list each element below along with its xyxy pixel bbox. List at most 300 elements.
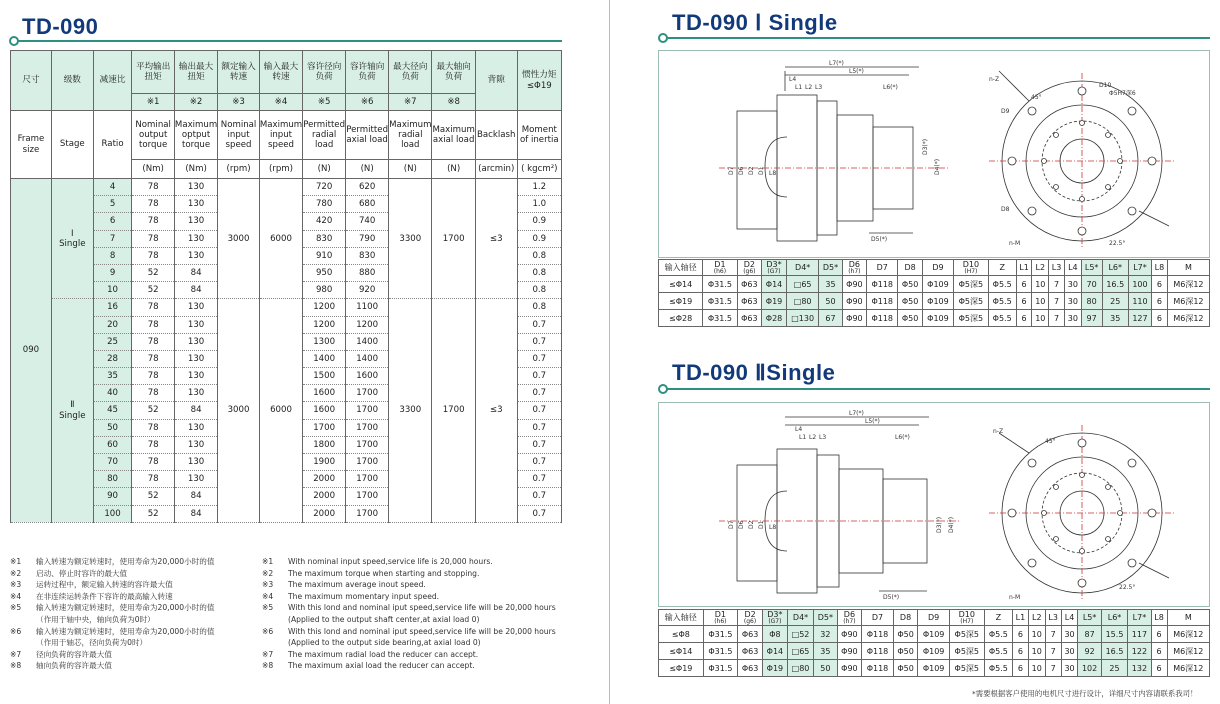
inertia-cell: 0.7 <box>517 488 561 505</box>
dim-header-cell <box>1061 610 1078 626</box>
axial-load-cell: 790 <box>346 230 389 247</box>
dim-cell: 7 <box>1045 626 1061 643</box>
radial-load-cell: 1700 <box>303 419 346 436</box>
dim-cell: ≤Φ8 <box>659 626 704 643</box>
header-unit-cell: (N) <box>389 160 432 179</box>
header-row-en <box>11 111 562 160</box>
dim-header-cell <box>1045 610 1061 626</box>
note-mark: ※2 <box>10 568 22 578</box>
radial-load-cell: 830 <box>303 230 346 247</box>
dim-cell: 6 <box>1012 626 1028 643</box>
stage-roman: Ⅱ <box>70 400 75 411</box>
dim-header-label: D1 <box>714 610 726 619</box>
dim-header-cell <box>762 260 787 276</box>
dim-cell: 35 <box>819 276 842 293</box>
dim-header-cell <box>922 260 953 276</box>
dim-cell: 10 <box>1028 626 1045 643</box>
dim-header-label: D8 <box>899 613 912 622</box>
note-line <box>262 660 556 672</box>
dim-cell: 102 <box>1078 660 1101 677</box>
ratio-cell: 7 <box>93 230 132 247</box>
dim-cell: Φ14 <box>762 276 787 293</box>
dim-cell: 50 <box>814 660 837 677</box>
note-mark: ※5 <box>10 603 22 613</box>
dim-header-tol: (h7) <box>843 618 856 625</box>
header-en-cell: Backlash <box>475 111 517 160</box>
nominal-torque-cell: 52 <box>132 505 175 522</box>
table-row <box>659 643 1210 660</box>
dim-cell: Φ90 <box>842 293 867 310</box>
nominal-torque-cell: 78 <box>132 179 175 196</box>
inertia-cell: 0.7 <box>517 505 561 522</box>
dim-header-cell <box>862 610 893 626</box>
dim-cell: 6 <box>1151 660 1167 677</box>
ratio-cell: 50 <box>93 419 132 436</box>
max-torque-cell: 130 <box>174 196 217 213</box>
dim-header-cell <box>787 610 813 626</box>
header-unit-cell: (rpm) <box>218 160 260 179</box>
dim-header-label: D4* <box>792 613 809 622</box>
nominal-torque-cell: 78 <box>132 333 175 350</box>
inertia-cell: 1.2 <box>517 179 561 196</box>
ratio-cell: 8 <box>93 247 132 264</box>
dim-header-label: D2 <box>744 610 756 619</box>
section-rule-1 <box>666 37 1210 39</box>
label-d7: D7 <box>728 166 735 175</box>
note-line <box>10 649 214 661</box>
dimension-table-1 <box>658 259 1210 327</box>
dim-header-label: D4* <box>795 263 811 272</box>
dim-cell: Φ5.5 <box>984 643 1012 660</box>
note-line <box>262 626 556 638</box>
header-en-cell: Ratio <box>93 111 132 179</box>
header-cn-cell: 输入最大转速 <box>259 51 302 94</box>
section-title-single-1: TD-090 Ⅰ Single <box>672 10 838 35</box>
dim-cell: Φ118 <box>867 276 898 293</box>
label-l6: L6(*) <box>883 84 898 91</box>
label2-l4: L4 <box>795 426 803 433</box>
dim-cell: 80 <box>1081 293 1102 310</box>
stage-label: Single <box>59 410 86 421</box>
axial-load-cell: 1600 <box>346 368 389 385</box>
drawing-stage-2 <box>658 402 1210 607</box>
notes-cn <box>10 556 214 672</box>
ratio-cell: 80 <box>93 471 132 488</box>
dim-cell: M6深12 <box>1167 310 1209 327</box>
dim-header-tol: (H7) <box>964 268 978 275</box>
dim-header-cell <box>898 260 923 276</box>
radial-load-cell: 1600 <box>303 385 346 402</box>
dim-header-cell <box>814 610 837 626</box>
dim-cell: 32 <box>814 626 837 643</box>
axial-load-cell: 830 <box>346 247 389 264</box>
ratio-cell: 28 <box>93 350 132 367</box>
header-mark-cell: ※5 <box>303 94 346 111</box>
dim-cell: 67 <box>819 310 842 327</box>
dim-cell: 7 <box>1045 643 1061 660</box>
label2-d5: D5(*) <box>883 594 900 601</box>
header-cn-cell: 最大径向负荷 <box>389 51 432 94</box>
nominal-torque-cell: 78 <box>132 436 175 453</box>
axial-load-cell: 680 <box>346 196 389 213</box>
dim-header-cell <box>738 610 763 626</box>
dim-cell: Φ50 <box>898 276 923 293</box>
axial-load-cell: 1700 <box>346 505 389 522</box>
note-text: 在非连续运转条件下容许的最高输入转速 <box>36 591 173 601</box>
dim-cell: 30 <box>1065 310 1082 327</box>
radial-load-cell: 1200 <box>303 299 346 316</box>
label-l4: L4 <box>789 76 797 83</box>
label-hole: Φ5H7深6 <box>1109 90 1136 97</box>
table-row <box>659 276 1210 293</box>
nominal-speed-cell: 3000 <box>218 179 260 299</box>
dim-cell: □65 <box>786 276 819 293</box>
max-torque-cell: 130 <box>174 247 217 264</box>
dim-header-cell <box>819 260 842 276</box>
dimension-table-2 <box>658 609 1210 677</box>
label-d5: D5(*) <box>871 236 888 243</box>
dim-cell: Φ63 <box>738 643 763 660</box>
note-line <box>262 556 556 568</box>
dim-cell: 30 <box>1061 626 1078 643</box>
dim-cell: M6深12 <box>1167 626 1209 643</box>
label-l8: L8 <box>769 170 777 177</box>
header-cn-cell: 背隙 <box>475 51 517 111</box>
header-cn-cell: 平均输出扭矩 <box>132 51 175 94</box>
max-torque-cell: 84 <box>174 402 217 419</box>
note-line <box>10 556 214 568</box>
note-mark: ※3 <box>262 580 274 590</box>
header-cn-cell: 容许轴向负荷 <box>346 51 389 94</box>
page-title: TD-090 <box>22 14 99 39</box>
dim-header-row <box>659 610 1210 626</box>
max-speed-cell: 6000 <box>259 299 302 522</box>
note-line <box>10 568 214 580</box>
dim-header-label: D5* <box>822 263 839 272</box>
max-torque-cell: 130 <box>174 436 217 453</box>
ratio-cell: 40 <box>93 385 132 402</box>
ratio-cell: 16 <box>93 299 132 316</box>
max-torque-cell: 130 <box>174 368 217 385</box>
dim-header-label: L7* <box>1133 263 1147 272</box>
note-text: With this lond and nominal iput speed,service life will be 20,000 hours <box>288 603 556 613</box>
radial-load-cell: 980 <box>303 282 346 299</box>
dim-cell: 10 <box>1032 276 1049 293</box>
dim-header-cell <box>1101 610 1128 626</box>
max-axial-cell: 1700 <box>432 179 475 299</box>
dim-cell: 7 <box>1049 276 1065 293</box>
label2-d4: D4(*) <box>948 516 955 533</box>
note-subtext: （作用于轴中央，轴向负荷为0时） <box>36 614 155 624</box>
dim-header-cell <box>837 610 862 626</box>
label2-d2: D2 <box>748 520 755 529</box>
title-dot <box>9 36 19 46</box>
dim-cell: Φ31.5 <box>703 310 737 327</box>
header-mark-cell: ※4 <box>259 94 302 111</box>
dim-header-label: L6* <box>1108 263 1123 272</box>
axial-load-cell: 1200 <box>346 316 389 333</box>
axial-load-cell: 620 <box>346 179 389 196</box>
note-text: With this lond and nominal iput speed,service life will be 20,000 hours <box>288 626 556 636</box>
header-cn-cell: 输出最大扭矩 <box>174 51 217 94</box>
dim-header-tol: (h6) <box>713 268 727 275</box>
radial-load-cell: 420 <box>303 213 346 230</box>
label-225: 22.5° <box>1109 240 1126 247</box>
ratio-cell: 6 <box>93 213 132 230</box>
ratio-cell: 9 <box>93 264 132 281</box>
max-speed-cell: 6000 <box>259 179 302 299</box>
dim-cell: Φ90 <box>837 660 862 677</box>
backlash-cell: ≤3 <box>475 299 517 522</box>
dim-header-cell <box>1081 260 1102 276</box>
nominal-torque-cell: 78 <box>132 316 175 333</box>
label-d8: D8 <box>1001 206 1010 213</box>
max-torque-cell: 84 <box>174 505 217 522</box>
dim-cell: 30 <box>1061 660 1078 677</box>
radial-load-cell: 1300 <box>303 333 346 350</box>
dim-header-label: D3* <box>766 260 782 269</box>
radial-load-cell: 720 <box>303 179 346 196</box>
dim-cell: Φ5.5 <box>988 276 1016 293</box>
dim-cell: Φ90 <box>842 276 867 293</box>
dim-header-cell <box>1102 260 1128 276</box>
dim-cell: 6 <box>1152 276 1168 293</box>
axial-load-cell: 920 <box>346 282 389 299</box>
dim-cell: Φ14 <box>762 643 787 660</box>
radial-load-cell: 1600 <box>303 402 346 419</box>
nominal-torque-cell: 78 <box>132 299 175 316</box>
header-unit-cell: ( kgcm²) <box>517 160 561 179</box>
radial-load-cell: 2000 <box>303 488 346 505</box>
dim-cell: 7 <box>1045 660 1061 677</box>
ratio-cell: 25 <box>93 333 132 350</box>
dim-cell: ≤Φ14 <box>659 276 703 293</box>
inertia-cell: 0.7 <box>517 316 561 333</box>
header-unit-cell: (rpm) <box>259 160 302 179</box>
label2-l5: L5(*) <box>865 418 880 425</box>
axial-load-cell: 880 <box>346 264 389 281</box>
nominal-torque-cell: 52 <box>132 282 175 299</box>
note-mark: ※1 <box>262 557 274 566</box>
header-en-cell: Maximum input speed <box>259 111 302 160</box>
radial-load-cell: 910 <box>303 247 346 264</box>
label-d3: D3(*) <box>922 138 929 155</box>
dim-header-tol: (h6) <box>714 618 727 625</box>
note-line <box>262 568 556 580</box>
dim-cell: □80 <box>787 660 813 677</box>
inertia-cell: 0.9 <box>517 230 561 247</box>
label2-45: 45° <box>1045 438 1056 445</box>
ratio-cell: 60 <box>93 436 132 453</box>
axial-load-cell: 1700 <box>346 419 389 436</box>
dim-cell: Φ8 <box>762 626 787 643</box>
header-unit-cell: (Nm) <box>132 160 175 179</box>
dim-cell: 6 <box>1152 293 1168 310</box>
axial-load-cell: 1400 <box>346 350 389 367</box>
note-mark: ※2 <box>262 568 274 578</box>
header-cn-cell: 减速比 <box>93 51 132 111</box>
dim-cell: Φ63 <box>738 626 763 643</box>
note-subtext: (Applied to the output shaft center,at axial load 0) <box>288 614 480 624</box>
label2-l6: L6(*) <box>895 434 910 441</box>
dim-header-cell <box>1016 260 1032 276</box>
header-mark-cell: ※1 <box>132 94 175 111</box>
note-mark: ※7 <box>262 649 274 659</box>
dim-header-label: L8 <box>1154 263 1165 272</box>
note-mark: ※3 <box>10 580 22 590</box>
max-torque-cell: 130 <box>174 471 217 488</box>
inertia-cell: 0.8 <box>517 264 561 281</box>
label2-d7: D7 <box>728 520 735 529</box>
dim-header-label: D9 <box>928 613 940 622</box>
header-row-cn <box>11 51 562 94</box>
header-unit-cell: (N) <box>346 160 389 179</box>
header-en-cell: Permitted radial load <box>303 111 346 160</box>
label-nz: n-Z <box>989 76 1000 83</box>
dim-header-label: D6 <box>843 610 856 619</box>
label2-nz: n-Z <box>993 428 1004 435</box>
dim-cell: Φ5.5 <box>984 626 1012 643</box>
dim-cell: 117 <box>1128 626 1151 643</box>
note-mark: ※4 <box>262 591 274 601</box>
note-text: 运转过程中，额定输入转速的容许最大值 <box>36 580 173 590</box>
dim-cell: Φ50 <box>893 626 918 643</box>
note-text: 输入转速为额定转速时，使用寿命为20,000小时的值 <box>36 603 215 613</box>
dim-cell: 6 <box>1012 643 1028 660</box>
max-torque-cell: 130 <box>174 213 217 230</box>
axial-load-cell: 1700 <box>346 454 389 471</box>
dim-cell: ≤Φ19 <box>659 660 704 677</box>
dim-header-cell <box>1128 610 1151 626</box>
header-cn-cell: 惯性力矩 ≤Φ19 <box>517 51 561 111</box>
dim-header-label: M <box>1184 263 1192 272</box>
dim-header-cell <box>703 260 737 276</box>
note-text: 输入转速为额定转速时，使用寿命为20,000小时的值 <box>36 557 215 566</box>
dim-cell: 132 <box>1128 660 1151 677</box>
dim-cell: 35 <box>1102 310 1128 327</box>
dim-header-cell <box>1012 610 1028 626</box>
dim-cell: Φ118 <box>862 626 893 643</box>
dim-cell: ≤Φ14 <box>659 643 704 660</box>
dim-header-cell <box>1028 610 1045 626</box>
footnote: *需要根据客户使用的电机尺寸进行设计，详细尺寸内容请联系我司！ <box>972 689 1198 698</box>
dim-cell: Φ109 <box>922 293 953 310</box>
nominal-torque-cell: 78 <box>132 368 175 385</box>
ratio-cell: 35 <box>93 368 132 385</box>
dim-header-tol: (h7) <box>848 268 861 275</box>
dim-header-label: D7 <box>871 613 884 622</box>
note-subtext: (Applied to the output side bearing,at axial load 0) <box>288 638 481 648</box>
stage-label: Single <box>59 238 86 249</box>
dim-cell: 6 <box>1016 310 1032 327</box>
label-l7: L7(*) <box>829 60 844 67</box>
header-unit-cell: (N) <box>432 160 475 179</box>
dim-cell: 6 <box>1151 626 1167 643</box>
max-torque-cell: 84 <box>174 488 217 505</box>
dim-cell: Φ90 <box>837 626 862 643</box>
dim-cell: □52 <box>787 626 813 643</box>
header-unit-cell: (N) <box>303 160 346 179</box>
dim-cell: 16.5 <box>1102 276 1128 293</box>
note-text: 轴向负荷的容许最大值 <box>36 661 112 671</box>
label-l5: L5(*) <box>849 68 864 75</box>
header-unit-cell: (Nm) <box>174 160 217 179</box>
radial-load-cell: 1400 <box>303 350 346 367</box>
header-en-cell: Maximum optput torque <box>174 111 217 160</box>
dim-header-label: Z <box>999 263 1005 272</box>
dim-cell: Φ31.5 <box>703 626 738 643</box>
dim-cell: 25 <box>1102 293 1128 310</box>
nominal-torque-cell: 78 <box>132 247 175 264</box>
dim-cell: M6深12 <box>1167 643 1209 660</box>
note-mark: ※5 <box>262 603 274 613</box>
label2-l8: L8 <box>769 524 777 531</box>
dim-cell: Φ109 <box>918 643 949 660</box>
header-unit-cell: (arcmin) <box>475 160 517 179</box>
dim-cell: 50 <box>819 293 842 310</box>
ratio-cell: 20 <box>93 316 132 333</box>
label-d1: D1 <box>758 166 765 175</box>
nominal-torque-cell: 78 <box>132 350 175 367</box>
dim-cell: Φ31.5 <box>703 276 737 293</box>
dim-header-label: L6* <box>1107 613 1122 622</box>
dim-cell: 10 <box>1032 310 1049 327</box>
header-mark-cell: ※2 <box>174 94 217 111</box>
header-en-cell: Moment of inertia <box>517 111 561 160</box>
dim-cell: Φ109 <box>922 276 953 293</box>
nominal-torque-cell: 78 <box>132 230 175 247</box>
dim-cell: 30 <box>1061 643 1078 660</box>
dim-cell: Φ118 <box>862 643 893 660</box>
dim-cell: Φ50 <box>893 643 918 660</box>
dim-cell: Φ5深5 <box>954 276 989 293</box>
dim-cell: Φ118 <box>862 660 893 677</box>
ratio-cell: 4 <box>93 179 132 196</box>
note-line <box>10 660 214 672</box>
header-cn-cell: 额定输入转速 <box>218 51 260 94</box>
inertia-cell: 0.7 <box>517 368 561 385</box>
dim-cell: Φ31.5 <box>703 293 737 310</box>
header-mark-cell: ※6 <box>346 94 389 111</box>
label-l3: L3 <box>815 84 823 91</box>
note-text: The maximum axial load the reducer can accept. <box>288 661 475 671</box>
max-torque-cell: 84 <box>174 264 217 281</box>
inertia-cell: 0.7 <box>517 454 561 471</box>
note-subtext: （作用于轴芯，径向负荷为0时） <box>36 638 148 648</box>
section-dot-2 <box>658 384 668 394</box>
note-text: 启动、停止时容许的最大值 <box>36 568 128 578</box>
dim-cell: Φ63 <box>738 660 763 677</box>
dim-header-cell <box>1152 260 1168 276</box>
inertia-cell: 1.0 <box>517 196 561 213</box>
header-mark-cell: ※7 <box>389 94 432 111</box>
ratio-cell: 5 <box>93 196 132 213</box>
dim-cell: 100 <box>1128 276 1151 293</box>
dim-header-label: D5* <box>817 613 833 622</box>
dim-cell: Φ63 <box>737 293 762 310</box>
nominal-torque-cell: 78 <box>132 385 175 402</box>
dim-cell: 70 <box>1081 276 1102 293</box>
dim-header-cell <box>1151 610 1167 626</box>
dim-cell: Φ109 <box>918 626 949 643</box>
dim-header-cell <box>762 610 787 626</box>
max-torque-cell: 130 <box>174 333 217 350</box>
axial-load-cell: 1700 <box>346 402 389 419</box>
label-l1: L1 <box>795 84 803 91</box>
radial-load-cell: 1200 <box>303 316 346 333</box>
dim-cell: 6 <box>1152 310 1168 327</box>
inertia-cell: 0.7 <box>517 350 561 367</box>
